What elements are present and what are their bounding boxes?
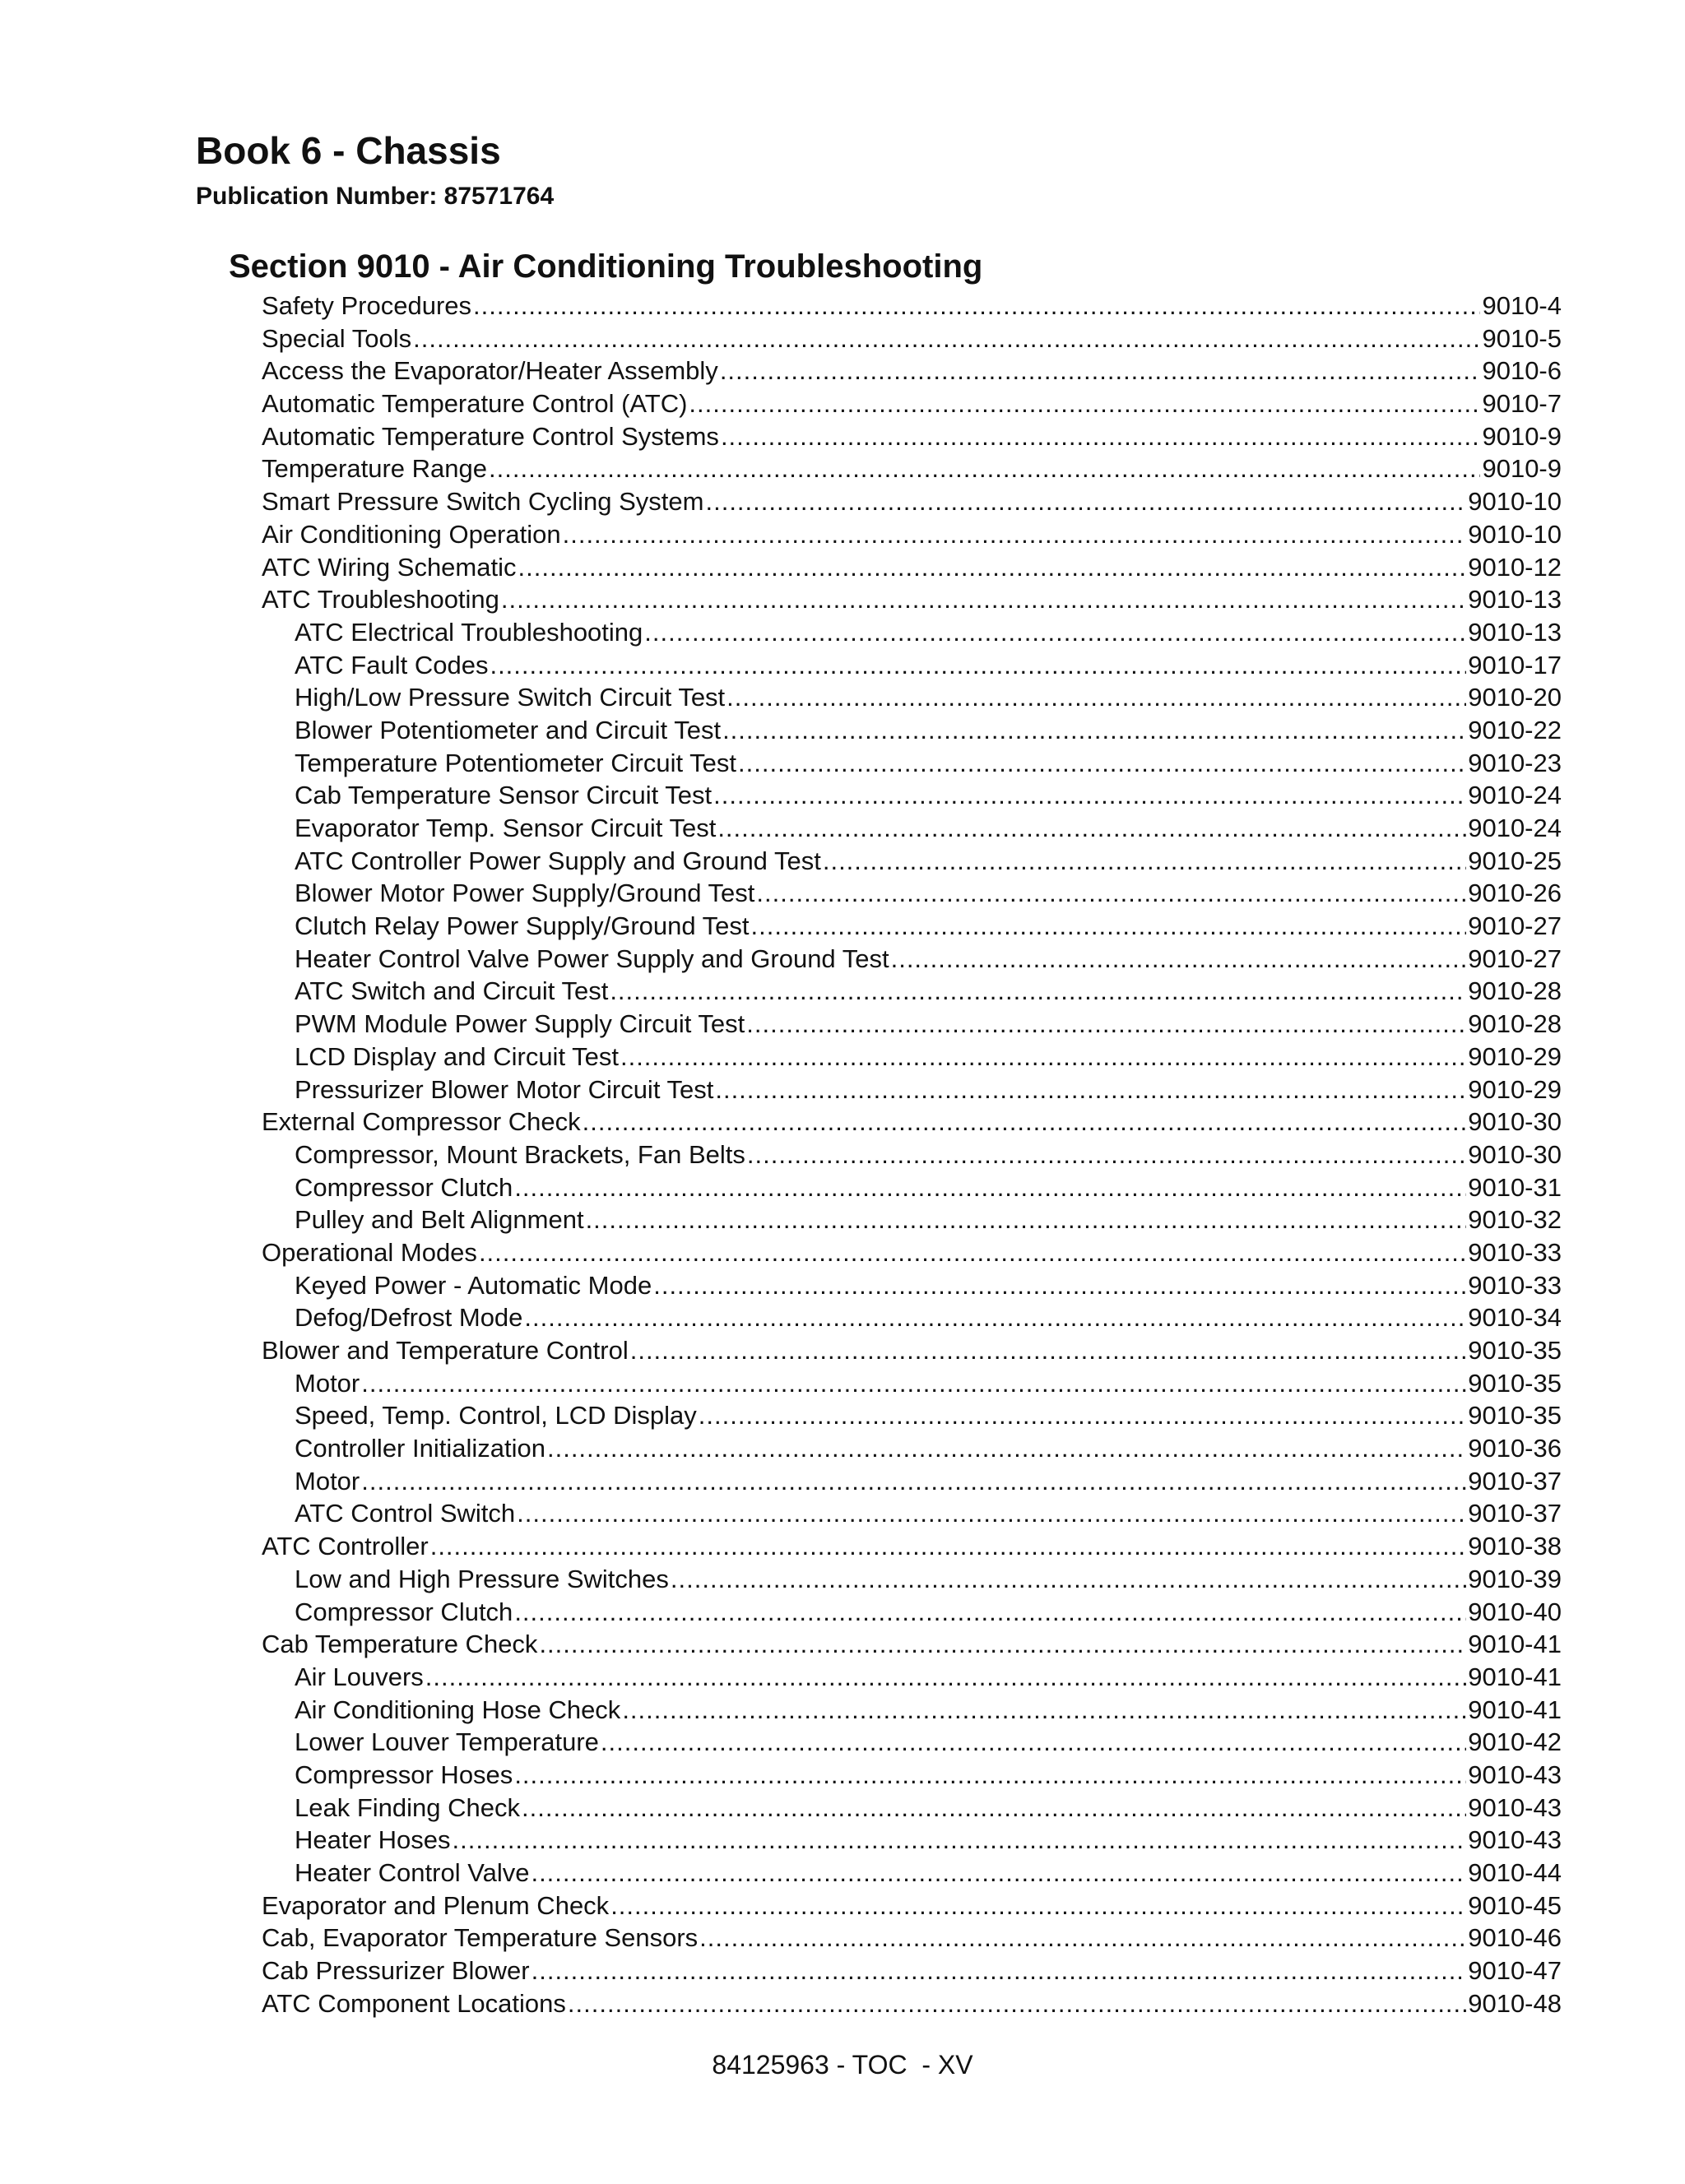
- toc-entry-page: 9010-41: [1468, 1630, 1562, 1659]
- toc-entry-page: 9010-23: [1468, 748, 1562, 777]
- toc-dot-leader: [620, 1041, 1466, 1073]
- toc-entry[interactable]: [262, 1465, 1562, 1498]
- toc-entry-page: 9010-41: [1468, 1695, 1562, 1724]
- toc-entry[interactable]: [262, 1661, 1562, 1694]
- toc-entry-page: 9010-28: [1468, 1009, 1562, 1039]
- toc-dot-leader: [489, 452, 1480, 485]
- toc-entry-title: PWM Module Power Supply Circuit Test: [295, 1009, 745, 1039]
- toc-entry-page: 9010-35: [1468, 1336, 1562, 1365]
- toc-entry[interactable]: [262, 551, 1562, 584]
- toc-entry-page: 9010-7: [1482, 389, 1562, 419]
- toc-entry-title: Cab, Evaporator Temperature Sensors: [262, 1923, 699, 1953]
- toc-entry[interactable]: [262, 1171, 1562, 1204]
- toc-entry-page: 9010-31: [1468, 1172, 1562, 1202]
- toc-dot-leader: [361, 1465, 1466, 1498]
- toc-entry-page: 9010-12: [1468, 552, 1562, 582]
- toc-dot-leader: [586, 1203, 1467, 1236]
- toc-entry-page: 9010-29: [1468, 1074, 1562, 1104]
- toc-entry[interactable]: [262, 1890, 1562, 1922]
- toc-entry[interactable]: [262, 1073, 1562, 1106]
- toc-entry[interactable]: [262, 1041, 1562, 1073]
- toc-entry-title: ATC Controller: [262, 1532, 429, 1561]
- toc-entry-title: ATC Fault Codes: [295, 650, 489, 679]
- toc-dot-leader: [479, 1236, 1466, 1269]
- toc-entry-page: 9010-5: [1482, 323, 1562, 353]
- toc-dot-leader: [517, 1497, 1466, 1530]
- toc-entry-page: 9010-24: [1468, 814, 1562, 842]
- toc-entry-title: Defog/Defrost Mode: [295, 1303, 523, 1333]
- toc-entry-title: Temperature Potentiometer Circuit Test: [295, 748, 736, 777]
- toc-dot-leader: [726, 681, 1466, 714]
- toc-dot-leader: [721, 420, 1481, 453]
- toc-entry-title: Low and High Pressure Switches: [295, 1564, 669, 1593]
- publication-number: Publication Number: 87571764: [196, 183, 555, 210]
- toc-entry-title: Pulley and Belt Alignment: [295, 1205, 584, 1235]
- toc-entry[interactable]: [262, 812, 1562, 845]
- toc-entry[interactable]: [262, 1759, 1562, 1792]
- toc-entry-page: 9010-37: [1468, 1499, 1562, 1528]
- toc-entry[interactable]: [262, 1432, 1562, 1465]
- toc-entry-title: Compressor Clutch: [295, 1597, 513, 1626]
- toc-dot-leader: [746, 1008, 1466, 1041]
- toc-entry[interactable]: [262, 975, 1562, 1008]
- toc-entry[interactable]: [262, 1269, 1562, 1302]
- toc-dot-leader: [524, 1301, 1466, 1334]
- toc-entry[interactable]: [262, 485, 1562, 518]
- section-title: Section 9010 - Air Conditioning Troubleshooting: [229, 248, 983, 285]
- toc-entry-title: Heater Hoses: [295, 1825, 451, 1855]
- toc-entry-page: 9010-4: [1482, 291, 1562, 320]
- toc-entry-page: 9010-37: [1468, 1466, 1562, 1495]
- toc-entry-page: 9010-32: [1468, 1205, 1562, 1235]
- toc-entry-title: ATC Electrical Troubleshooting: [295, 617, 643, 647]
- toc-entry-page: 9010-41: [1468, 1662, 1562, 1691]
- toc-entry-page: 9010-28: [1468, 976, 1562, 1006]
- toc-entry-page: 9010-40: [1468, 1597, 1562, 1626]
- toc-entry[interactable]: [262, 943, 1562, 976]
- book-title: Book 6 - Chassis: [196, 129, 501, 172]
- toc-entry-page: 9010-45: [1468, 1890, 1562, 1920]
- toc-entry[interactable]: [262, 1106, 1562, 1138]
- toc-dot-leader: [518, 551, 1467, 584]
- toc-entry-page: 9010-46: [1468, 1923, 1562, 1953]
- toc-entry[interactable]: [262, 1694, 1562, 1727]
- toc-entry-title: Motor: [295, 1466, 360, 1495]
- toc-entry-page: 9010-33: [1468, 1270, 1562, 1300]
- toc-entry-title: ATC Troubleshooting: [262, 585, 499, 614]
- toc-dot-leader: [644, 616, 1466, 649]
- toc-entry[interactable]: [262, 355, 1562, 387]
- toc-entry-title: Heater Control Valve Power Supply and Ground Test: [295, 944, 889, 973]
- toc-dot-leader: [653, 1269, 1466, 1302]
- toc-entry-page: 9010-44: [1468, 1858, 1562, 1887]
- toc-entry-title: Temperature Range: [262, 454, 487, 484]
- toc-dot-leader: [453, 1824, 1467, 1857]
- toc-entry-title: Compressor Clutch: [295, 1172, 513, 1202]
- table-of-contents: [262, 290, 1562, 2019]
- toc-entry[interactable]: [262, 1792, 1562, 1825]
- toc-entry-page: 9010-30: [1468, 1139, 1562, 1169]
- toc-entry-page: 9010-10: [1468, 519, 1562, 549]
- toc-dot-leader: [751, 910, 1467, 943]
- toc-dot-leader: [514, 1759, 1466, 1792]
- toc-entry[interactable]: [262, 1987, 1562, 2020]
- toc-entry[interactable]: [262, 1824, 1562, 1857]
- toc-dot-leader: [563, 518, 1467, 551]
- toc-entry-page: 9010-33: [1468, 1237, 1562, 1267]
- toc-entry-page: 9010-35: [1468, 1401, 1562, 1430]
- toc-entry-title: Leak Finding Check: [295, 1792, 520, 1822]
- toc-entry-title: Keyed Power - Automatic Mode: [295, 1270, 652, 1300]
- toc-dot-leader: [610, 1890, 1466, 1922]
- toc-entry-page: 9010-30: [1468, 1107, 1562, 1137]
- toc-entry-title: Air Conditioning Hose Check: [295, 1695, 621, 1724]
- toc-entry-title: Automatic Temperature Control Systems: [262, 421, 719, 451]
- toc-dot-leader: [891, 943, 1467, 976]
- toc-entry[interactable]: [262, 747, 1562, 780]
- toc-entry[interactable]: [262, 1563, 1562, 1596]
- toc-entry-title: LCD Display and Circuit Test: [295, 1041, 619, 1071]
- toc-entry-title: Operational Modes: [262, 1237, 477, 1267]
- toc-entry-page: 9010-10: [1468, 487, 1562, 517]
- toc-entry[interactable]: [262, 877, 1562, 910]
- toc-entry-page: 9010-26: [1468, 879, 1562, 908]
- toc-entry-title: ATC Wiring Schematic: [262, 552, 517, 582]
- toc-dot-leader: [717, 812, 1466, 845]
- toc-dot-leader: [601, 1726, 1466, 1759]
- toc-dot-leader: [699, 1922, 1466, 1954]
- toc-entry-title: Air Louvers: [295, 1662, 424, 1691]
- toc-entry[interactable]: [262, 779, 1562, 812]
- toc-dot-leader: [823, 845, 1466, 878]
- toc-entry-title: Cab Temperature Check: [262, 1630, 538, 1659]
- toc-entry[interactable]: [262, 1857, 1562, 1890]
- toc-entry-title: Blower Motor Power Supply/Ground Test: [295, 879, 755, 908]
- toc-entry-title: Compressor, Mount Brackets, Fan Belts: [295, 1139, 745, 1169]
- toc-entry[interactable]: [262, 387, 1562, 420]
- toc-entry-title: Air Conditioning Operation: [262, 519, 561, 549]
- toc-entry-title: Access the Evaporator/Heater Assembly: [262, 356, 718, 386]
- toc-entry[interactable]: [262, 322, 1562, 355]
- toc-entry[interactable]: [262, 910, 1562, 943]
- toc-entry-title: Blower and Temperature Control: [262, 1336, 629, 1365]
- toc-entry-page: 9010-39: [1468, 1564, 1562, 1593]
- toc-entry-title: Evaporator and Plenum Check: [262, 1890, 610, 1920]
- toc-dot-leader: [501, 583, 1466, 616]
- toc-entry[interactable]: [262, 518, 1562, 551]
- toc-entry-page: 9010-9: [1482, 454, 1562, 484]
- toc-entry-page: 9010-9: [1482, 421, 1562, 451]
- toc-entry-page: 9010-24: [1468, 781, 1562, 810]
- toc-dot-leader: [425, 1661, 1466, 1694]
- toc-entry[interactable]: [262, 1334, 1562, 1367]
- toc-entry-page: 9010-47: [1468, 1956, 1562, 1986]
- toc-entry-title: Motor: [295, 1368, 360, 1398]
- toc-entry-title: Cab Pressurizer Blower: [262, 1956, 530, 1986]
- toc-entry-title: ATC Controller Power Supply and Ground Test: [295, 846, 821, 875]
- toc-entry[interactable]: [262, 1530, 1562, 1563]
- toc-entry[interactable]: [262, 1726, 1562, 1759]
- toc-dot-leader: [671, 1563, 1466, 1596]
- toc-entry-title: Evaporator Temp. Sensor Circuit Test: [295, 814, 717, 842]
- toc-entry[interactable]: [262, 1922, 1562, 1954]
- toc-entry[interactable]: [262, 1628, 1562, 1661]
- toc-entry-title: ATC Component Locations: [262, 1988, 566, 2018]
- toc-entry[interactable]: [262, 1236, 1562, 1269]
- toc-entry-page: 9010-42: [1468, 1727, 1562, 1757]
- toc-entry[interactable]: [262, 290, 1562, 322]
- toc-dot-leader: [622, 1694, 1466, 1727]
- toc-entry-title: Pressurizer Blower Motor Circuit Test: [295, 1074, 714, 1104]
- toc-entry[interactable]: [262, 452, 1562, 485]
- toc-entry-title: Clutch Relay Power Supply/Ground Test: [295, 911, 750, 941]
- toc-entry-title: Speed, Temp. Control, LCD Display: [295, 1401, 697, 1430]
- toc-entry-title: External Compressor Check: [262, 1107, 581, 1137]
- toc-dot-leader: [722, 714, 1466, 747]
- toc-dot-leader: [361, 1367, 1466, 1400]
- toc-entry-page: 9010-34: [1468, 1303, 1562, 1333]
- toc-dot-leader: [531, 1954, 1467, 1987]
- toc-entry-title: Blower Potentiometer and Circuit Test: [295, 715, 722, 744]
- toc-entry[interactable]: [262, 1954, 1562, 1987]
- toc-dot-leader: [539, 1628, 1466, 1661]
- toc-entry[interactable]: [262, 1008, 1562, 1041]
- toc-entry-title: Safety Procedures: [262, 291, 472, 320]
- toc-entry[interactable]: [262, 649, 1562, 682]
- toc-dot-leader: [490, 649, 1466, 682]
- toc-entry[interactable]: [262, 845, 1562, 878]
- toc-entry[interactable]: [262, 681, 1562, 714]
- toc-dot-leader: [522, 1792, 1466, 1825]
- toc-dot-leader: [610, 975, 1466, 1008]
- toc-entry-page: 9010-35: [1468, 1368, 1562, 1398]
- toc-entry[interactable]: [262, 420, 1562, 453]
- toc-dot-leader: [531, 1857, 1466, 1890]
- toc-entry-title: ATC Switch and Circuit Test: [295, 976, 609, 1006]
- page-footer: 84125963 - TOC - XV: [712, 2050, 973, 2080]
- toc-dot-leader: [699, 1399, 1466, 1432]
- toc-entry-page: 9010-20: [1468, 683, 1562, 712]
- toc-entry-page: 9010-13: [1468, 585, 1562, 614]
- toc-entry-title: ATC Control Switch: [295, 1499, 516, 1528]
- toc-dot-leader: [514, 1171, 1466, 1204]
- toc-entry[interactable]: [262, 1399, 1562, 1432]
- toc-entry-page: 9010-38: [1468, 1532, 1562, 1561]
- toc-entry[interactable]: [262, 1138, 1562, 1171]
- toc-entry[interactable]: [262, 1596, 1562, 1629]
- toc-entry-title: Smart Pressure Switch Cycling System: [262, 487, 704, 517]
- toc-dot-leader: [514, 1596, 1466, 1629]
- toc-dot-leader: [413, 322, 1480, 355]
- toc-entry[interactable]: [262, 1367, 1562, 1400]
- toc-entry-title: Heater Control Valve: [295, 1858, 530, 1887]
- toc-dot-leader: [547, 1432, 1466, 1465]
- toc-entry[interactable]: [262, 583, 1562, 616]
- toc-entry[interactable]: [262, 1203, 1562, 1236]
- toc-entry-page: 9010-48: [1468, 1988, 1562, 2018]
- toc-entry-page: 9010-43: [1468, 1792, 1562, 1822]
- toc-dot-leader: [705, 485, 1466, 518]
- toc-dot-leader: [630, 1334, 1467, 1367]
- toc-entry-title: Controller Initialization: [295, 1434, 545, 1463]
- toc-entry[interactable]: [262, 1497, 1562, 1530]
- toc-entry-page: 9010-29: [1468, 1041, 1562, 1071]
- toc-dot-leader: [689, 387, 1480, 420]
- toc-entry-title: Lower Louver Temperature: [295, 1727, 599, 1757]
- toc-entry-page: 9010-17: [1468, 650, 1562, 679]
- toc-dot-leader: [473, 290, 1480, 322]
- toc-entry-page: 9010-27: [1468, 911, 1562, 941]
- toc-dot-leader: [713, 779, 1466, 812]
- toc-entry-title: High/Low Pressure Switch Circuit Test: [295, 683, 726, 712]
- toc-entry-page: 9010-6: [1482, 356, 1562, 386]
- toc-entry-page: 9010-13: [1468, 617, 1562, 647]
- toc-dot-leader: [747, 1138, 1466, 1171]
- toc-dot-leader: [756, 877, 1466, 910]
- toc-entry-title: Compressor Hoses: [295, 1760, 513, 1789]
- toc-entry[interactable]: [262, 714, 1562, 747]
- toc-entry-page: 9010-25: [1468, 846, 1562, 875]
- toc-dot-leader: [568, 1987, 1466, 2020]
- toc-entry-title: Cab Temperature Sensor Circuit Test: [295, 781, 713, 810]
- toc-entry-title: Special Tools: [262, 323, 412, 353]
- toc-dot-leader: [720, 355, 1481, 387]
- toc-entry-page: 9010-43: [1468, 1825, 1562, 1855]
- toc-entry-page: 9010-27: [1468, 944, 1562, 973]
- toc-dot-leader: [715, 1073, 1466, 1106]
- toc-entry[interactable]: [262, 1301, 1562, 1334]
- toc-dot-leader: [583, 1106, 1467, 1138]
- toc-dot-leader: [430, 1530, 1467, 1563]
- toc-entry[interactable]: [262, 616, 1562, 649]
- toc-dot-leader: [738, 747, 1466, 780]
- toc-entry-page: 9010-36: [1468, 1434, 1562, 1463]
- toc-entry-page: 9010-22: [1468, 715, 1562, 744]
- toc-entry-page: 9010-43: [1468, 1760, 1562, 1789]
- toc-entry-title: Automatic Temperature Control (ATC): [262, 389, 688, 419]
